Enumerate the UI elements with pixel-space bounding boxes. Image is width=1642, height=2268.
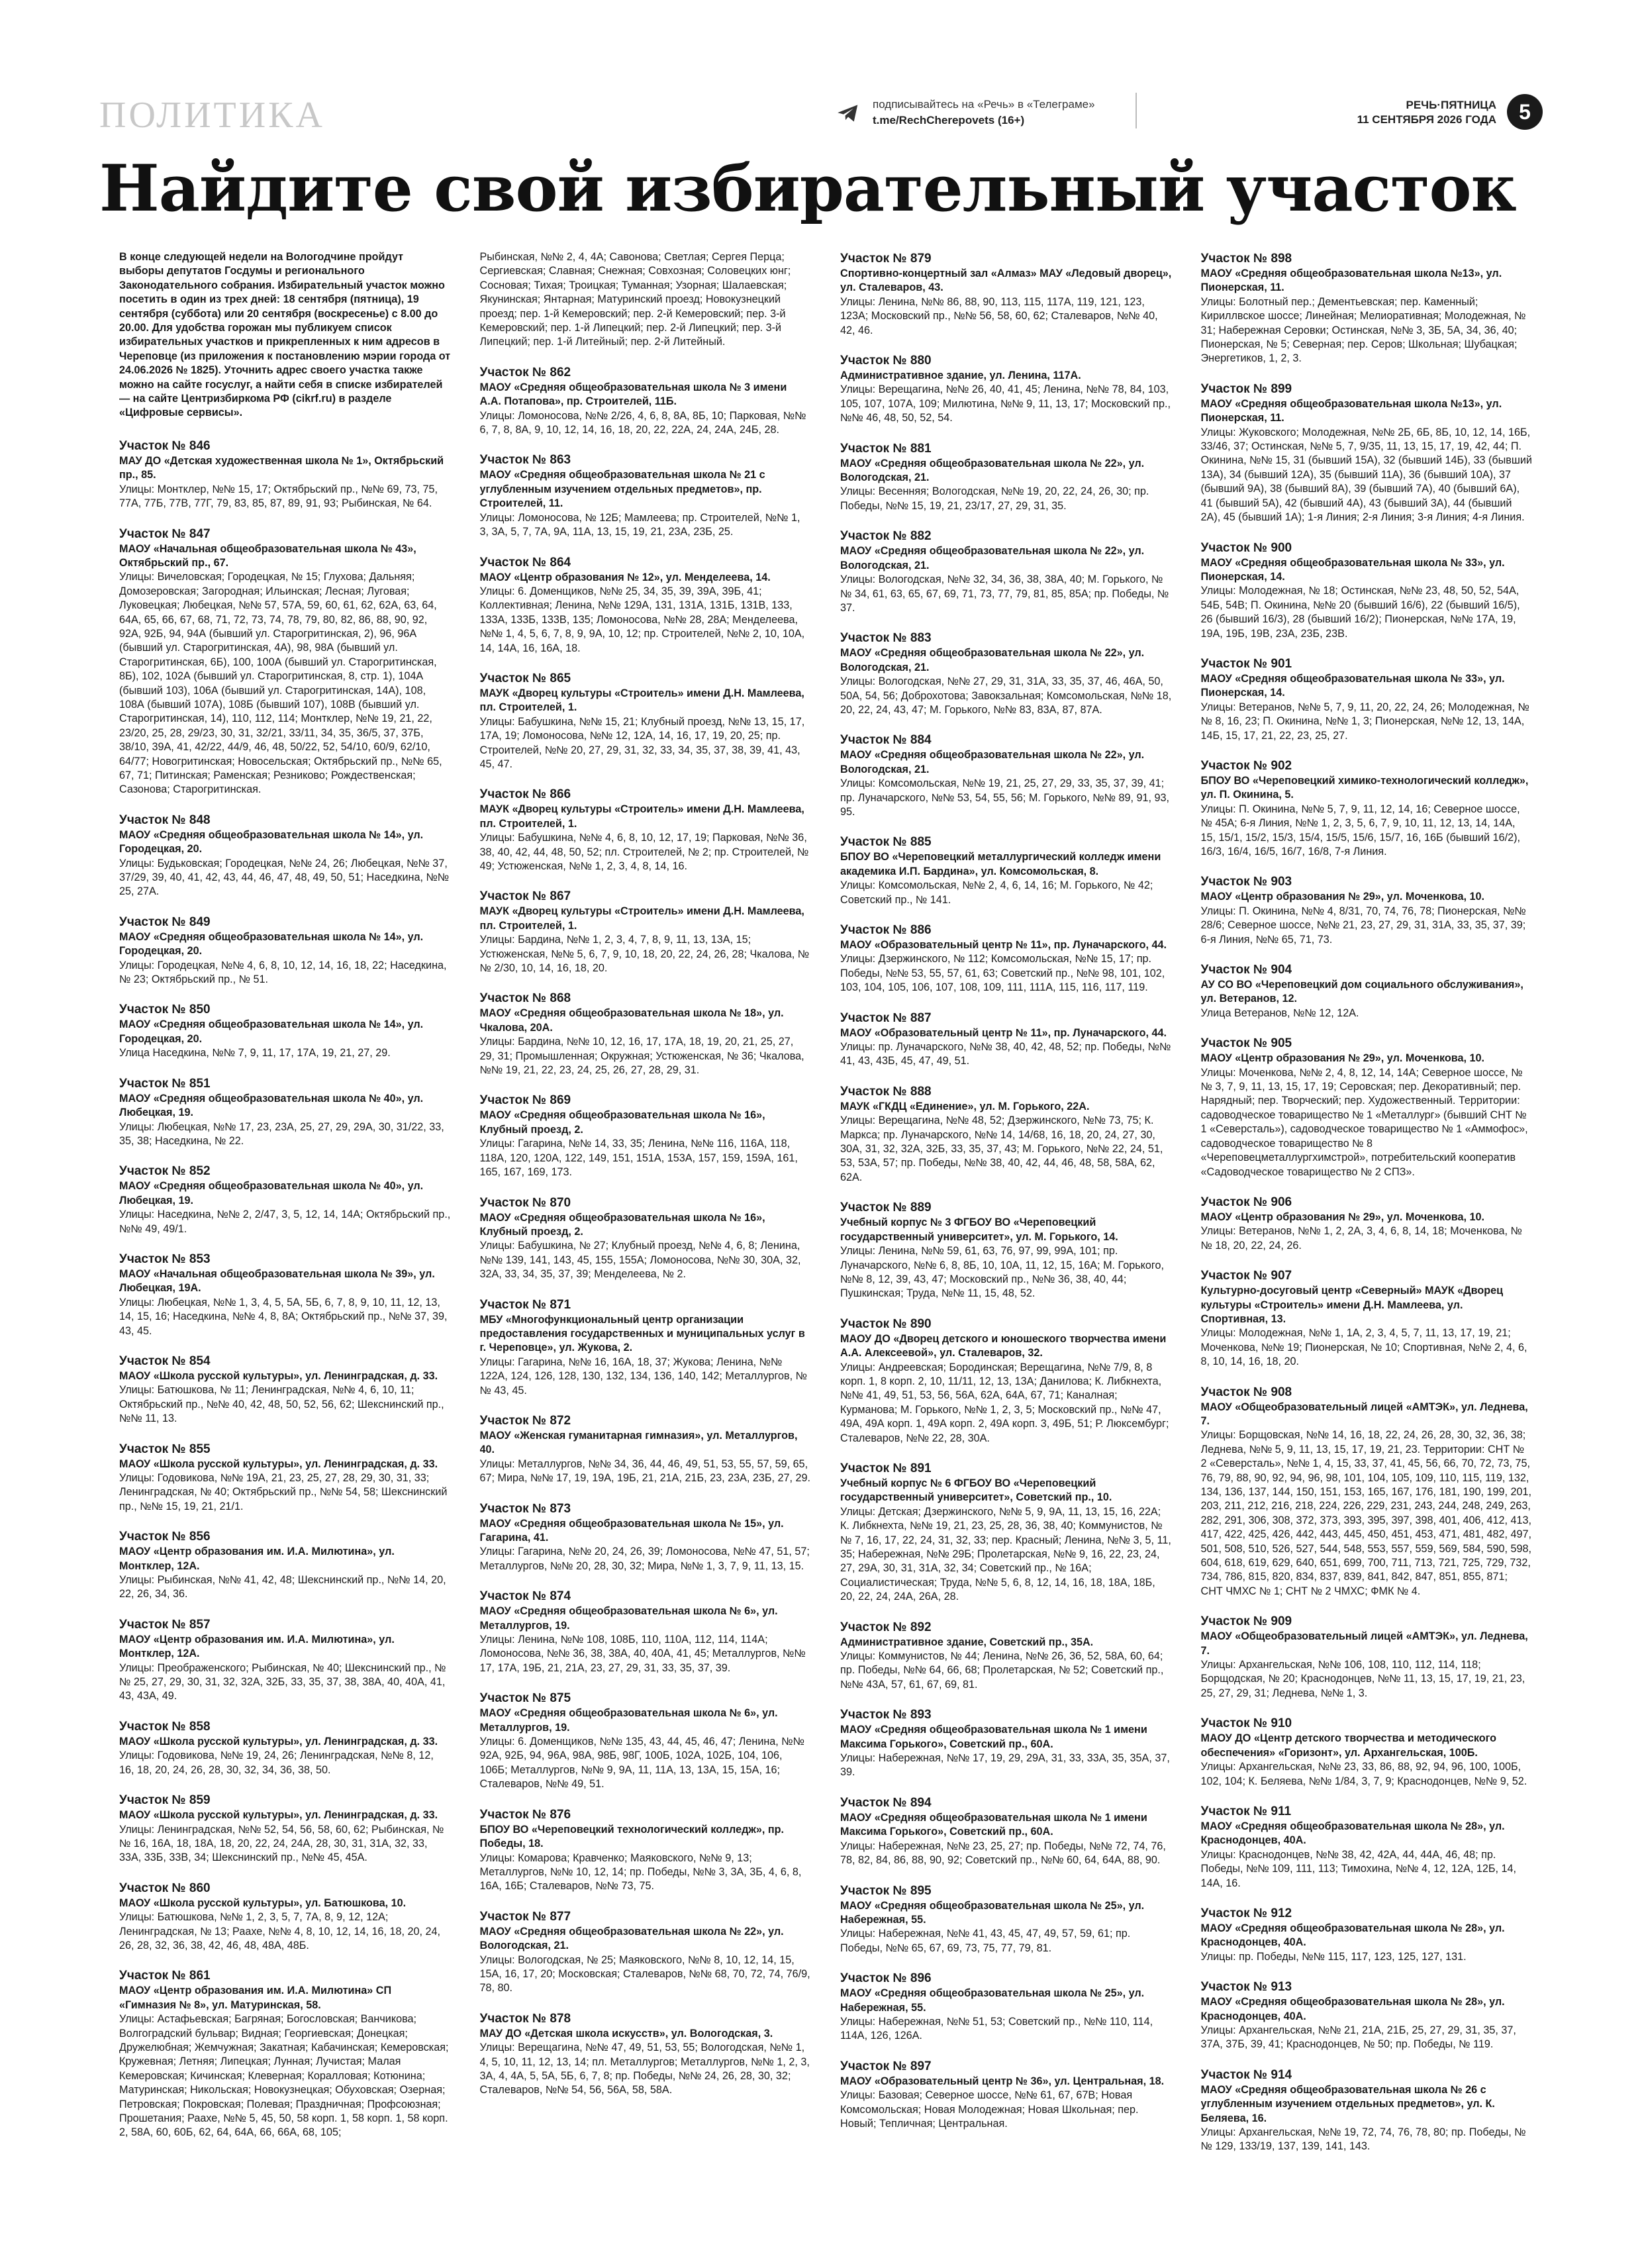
station-number: Участок № 905 [1200, 1036, 1292, 1051]
column-3 [840, 250, 1172, 2250]
polling-station-entry [1201, 1035, 1533, 1179]
station-location: МАОУ «Средняя общеобразовательная школа № 22», ул. Вологодская, 21. [840, 749, 1145, 775]
station-location: МАОУ «Средняя общеобразовательная школа № 1 имени Максима Горького», Советский пр., 60А. [840, 1811, 1147, 1838]
polling-station-entry [840, 440, 1172, 514]
station-number: Участок № 850 [119, 1003, 211, 1017]
polling-station-entry [480, 1908, 812, 1996]
station-number: Участок № 869 [479, 1093, 571, 1108]
polling-station-entry [480, 554, 812, 656]
polling-station-entry [1201, 1715, 1533, 1789]
station-location: Административное здание, Советский пр., 35А. [840, 1636, 1094, 1648]
station-addresses: Улицы: Верещагина, №№ 26, 40, 41, 45; Ленина, №№ 78, 84, 103, 105, 107, 107А, 109; Милютина, №№ 9, 11, 13, 17; Московский пр., №№ 46, 48, 50, 52, 54. [840, 383, 1171, 424]
station-location: Учебный корпус № 3 ФГБОУ ВО «Череповецкий государственный университет», ул. М. Горького, 14. [840, 1216, 1118, 1243]
station-addresses: Улицы: Любецкая, №№ 1, 3, 4, 5, 5А, 5Б, 6, 7, 8, 9, 10, 11, 12, 13, 14, 15, 16; Наседкина, №№ 4, 8, 8А; Октябрьский пр., №№ 37, 39, 43, 45. [119, 1296, 448, 1337]
station-location: МАОУ «Средняя общеобразовательная школа № 22», ул. Вологодская, 21. [479, 1925, 784, 1952]
polling-station-entry [119, 812, 451, 899]
station-location: БПОУ ВО «Череповецкий химико-технологический колледж», ул. П. Окинина, 5. [1200, 774, 1529, 801]
station-location: МАОУ «Средняя общеобразовательная школа № 6», ул. Металлургов, 19. [479, 1605, 778, 1632]
station-location: МАОУ «Средняя общеобразовательная школа №13», ул. Пионерская, 11. [1200, 397, 1502, 424]
station-number: Участок № 859 [119, 1793, 211, 1808]
polling-station-entry [480, 1195, 812, 1282]
page-header [99, 93, 1543, 142]
station-addresses: Улицы: Архангельская, №№ 21, 21А, 21Б, 25, 27, 29, 31, 35, 37, 37А, 37Б, 39, 41; Краснодонцев, № 50; пр. Победы, № 119. [1200, 2024, 1516, 2051]
polling-station-entry [1201, 540, 1533, 641]
station-number: Участок № 877 [479, 1909, 571, 1924]
station-location: МАОУ «Общеобразовательный лицей «АМТЭК», ул. Леднева, 7. [1200, 1401, 1528, 1427]
station-location: МАОУ «Центр образования им. И.А. Милютина» СП «Гимназия № 8», ул. Матуринская, 58. [119, 1985, 392, 2011]
station-location: МАУК «ГКДЦ «Единение», ул. М. Горького, 22А. [840, 1100, 1090, 1112]
issue-date: 11 СЕНТЯБРЯ 2026 ГОДА [1357, 113, 1496, 126]
station-location: МАОУ «Школа русской культуры», ул. Ленинградская, д. 33. [119, 1735, 438, 1748]
station-location: МАОУ «Средняя общеобразовательная школа № 16», Клубный проезд, 2. [479, 1109, 765, 1136]
station-location: МАОУ «Школа русской культуры», ул. Ленинградская, д. 33. [119, 1369, 438, 1382]
polling-station-entry [480, 786, 812, 873]
station-location: МАОУ «Средняя общеобразовательная школа №13», ул. Пионерская, 11. [1200, 268, 1502, 294]
station-location: МАОУ «Средняя общеобразовательная школа № 28», ул. Краснодонцев, 40А. [1200, 1996, 1505, 2022]
station-number: Участок № 902 [1200, 758, 1292, 773]
polling-station-entry [1201, 873, 1533, 947]
polling-station-entry [119, 1353, 451, 1426]
polling-station-entry [840, 1199, 1172, 1301]
station-location: МАОУ «Центр образования им. И.А. Милютина», ул. Монтклер, 12А. [119, 1546, 395, 1572]
station-location: МАОУ «Средняя общеобразовательная школа № 6», ул. Металлургов, 19. [479, 1707, 778, 1734]
station-location: МАОУ «Центр образования № 29», ул. Моченкова, 10. [1200, 891, 1485, 903]
station-number: Участок № 894 [840, 1795, 932, 1810]
station-addresses: Улицы: Дзержинского, № 112; Комсомольская, №№ 15, 17; пр. Победы, №№ 53, 55, 57, 61, 63; Советский пр., №№ 98, 101, 102, 103, 104, 105, 106, 107, 108, 109, 111, 111А, 115, 116, 117, 119. [840, 953, 1165, 994]
polling-station-entry [840, 250, 1172, 338]
station-addresses: Улицы: Комарова; Кравченко; Маяковского, №№ 9, 13; Металлургов, №№ 10, 12, 14; пр. Победы, №№ 3, 3А, 3Б, 4, 6, 8, 16А, 16Б; Сталеваров, №№ 73, 75. [479, 1851, 802, 1893]
station-addresses: Улицы: Верещагина, №№ 48, 52; Дзержинского, №№ 73, 75; К. Маркса; пр. Луначарского, №№ 14, 14/68, 16, 18, 20, 24, 27, 30, 30А, 31, 32, 32А, 32Б, 33, 35, 37, 43; М. Горького, №№ 22, 24, 51, 53, 53А, 57; пр. Победы, №№ 38, 40, 42, 44, 46, 48, 58, 58А, 62, 62А. [840, 1114, 1163, 1183]
station-location: Спортивно-концертный зал «Алмаз» МАУ «Ледовый дворец», ул. Сталеваров, 43. [840, 268, 1172, 294]
polling-station-entry [480, 1588, 812, 1675]
station-addresses: Улицы: Детская; Дзержинского, №№ 5, 9, 9А, 11, 13, 15, 16, 22А; К. Либкнехта, №№ 19, 21, 23, 25, 28, 36, 38, 40; Коммунистов, №№ 7, 16, 17, 22, 24, 31, 32, 33; пер. Красный; Ленина, №№ 3, 5, 11, 35; Набережная, №№ 29Б; Пролетарская, №№ 9, 16, 22, 23, 24, 27, 29А, 30, 31, 31А, 32, 34; Советский пр., № 16А; Социалистическая; Труда, №№ 5, 6, 8, 12, 14, 16, 18, 18А, 18Б, 20, 22, 24, 24А, 26А, 28. [840, 1505, 1171, 1603]
station-addresses: Улицы: Монтклер, №№ 15, 17; Октябрьский пр., №№ 69, 73, 75, 77А, 77Б, 77В, 77Г, 79, 83, 85, 87, 89, 91, 93; Рыбинская, № 64. [119, 483, 438, 510]
station-number: Участок № 879 [840, 252, 932, 266]
telegram-link[interactable]: t.me/RechCherepovets (16+) [873, 114, 1025, 126]
station-number: Участок № 899 [1200, 381, 1292, 396]
station-location: МАОУ «Средняя общеобразовательная школа № 16», Клубный проезд, 2. [479, 1211, 765, 1238]
polling-station-entry [119, 438, 451, 511]
station-location: МАОУ «Начальная общеобразовательная школа № 39», ул. Любецкая, 19А. [119, 1267, 435, 1295]
station-addresses: Улицы: Будьковская; Городецкая, №№ 24, 26; Любецкая, №№ 37, 37/29, 39, 40, 41, 42, 43, 44, 46, 47, 48, 49, 50, 51; Наседкина, №№ 25, 27А. [119, 857, 450, 898]
station-location: МАОУ «Средняя общеобразовательная школа № 22», ул. Вологодская, 21. [840, 457, 1145, 484]
station-number: Участок № 846 [119, 438, 211, 453]
polling-station-entry [480, 1690, 812, 1791]
polling-station-entry [840, 1883, 1172, 1956]
station-number: Участок № 900 [1200, 540, 1292, 555]
station-addresses: Улицы: Краснодонцев, №№ 38, 42, 42А, 44, 44А, 46, 48; пр. Победы, №№ 109, 111, 113; Тимохина, №№ 4, 12, 12А, 12Б, 14, 14А, 16. [1200, 1848, 1516, 1889]
station-number: Участок № 880 [840, 354, 932, 368]
station-number: Участок № 856 [119, 1530, 211, 1544]
station-location: МАОУ «Средняя общеобразовательная школа № 40», ул. Любецкая, 19. [119, 1180, 424, 1207]
station-location: МАУК «Дворец культуры «Строитель» имени Д.Н. Мамлеева, пл. Строителей, 1. [479, 803, 804, 830]
station-number: Участок № 914 [1200, 2067, 1292, 2082]
station-number: Участок № 848 [119, 813, 211, 827]
station-number: Участок № 847 [119, 526, 211, 541]
station-number: Участок № 906 [1200, 1195, 1292, 1209]
station-number: Участок № 868 [479, 991, 571, 1006]
station-number: Участок № 878 [479, 2011, 571, 2026]
telegram-caption: подписывайтесь на «Речь» в «Телеграме» [873, 98, 1095, 111]
station-location: МАОУ «Средняя общеобразовательная школа № 14», ул. Городецкая, 20. [119, 1018, 424, 1045]
station-addresses: Улицы: Преображенского; Рыбинская, № 40; Шекснинский пр., №№ 25, 27, 29, 30, 31, 32, 32А, 32Б, 33, 35, 37, 38, 38А, 40, 40А, 41, 43, 43А, 49. [119, 1661, 446, 1702]
station-number: Участок № 882 [840, 529, 932, 544]
polling-station-entry [480, 1412, 812, 1486]
station-location: Культурно-досуговый центр «Северный» МАУК «Дворец культуры «Строитель» имени Д.Н. Мамлеева, ул. Спортивная, 13. [1200, 1285, 1504, 1325]
station-addresses: Улицы: Жуковского; Молодежная, №№ 2Б, 6Б, 8Б, 10, 12, 14, 16Б, 33/46, 37; Остинская, №№ 5, 7, 9/35, 11, 13, 15, 17, 19, 42, 44; П. Окинина, №№ 15, 31 (бывший 15А), 32 (бывший 14Б), 33 (бывший 13А), 34 (бывший 12А), 35 (бывший 11А), 36 (бывший 10А), 37 (бывший 9А), 38 (бывший 8А), 39 (бывший 7А), 40 (бывший 6А), 41 (бывший 5А), 42 (бывший 4А), 43 (бывший 3А), 44 (бывший 2А), 45 (бывший 1А); 1-я Линия; 2-я Линия; 3-я Линия; 4-я Линия. [1200, 426, 1532, 524]
station-number: Участок № 875 [479, 1691, 571, 1706]
polling-station-entry [1201, 758, 1533, 859]
station-location: МАОУ ДО «Дворец детского и юношеского творчества имени А.А. Алексеевой», ул. Сталеваров, 32. [840, 1332, 1167, 1359]
station-location: МАОУ «Общеобразовательный лицей «АМТЭК», ул. Леднева, 7. [1200, 1630, 1528, 1657]
station-number: Участок № 913 [1200, 1980, 1292, 1995]
station-addresses: Улицы: Ветеранов, №№ 5, 7, 9, 11, 20, 22, 24, 26; Молодежная, №№ 8, 16, 23; П. Окинина, №№ 1, 3; Пионерская, №№ 12, 13, 14А, 14Б, 15, 17, 21, 22, 23, 25, 27. [1200, 701, 1529, 742]
station-addresses: Улицы: Набережная, №№ 51, 53; Советский пр., №№ 110, 114, 114А, 126, 126А. [840, 2015, 1153, 2042]
polling-station-entry [480, 2010, 812, 2098]
station-addresses: Улицы: Годовикова, №№ 19, 24, 26; Ленинградская, №№ 8, 12, 16, 18, 20, 24, 26, 28, 30, 32, 34, 36, 38, 50. [119, 1750, 434, 1776]
polling-station-entry [480, 364, 812, 438]
station-location: МАОУ «Школа русской культуры», ул. Ленинградская, д. 33. [119, 1457, 438, 1470]
station-location: МАОУ «Средняя общеобразовательная школа № 25», ул. Набережная, 55. [840, 1987, 1145, 2014]
station-location: МАОУ «Школа русской культуры», ул. Ленинградская, д. 33. [119, 1809, 438, 1822]
station-location: МАОУ «Средняя общеобразовательная школа № 3 имени А.А. Потапова», пр. Строителей, 11Б. [479, 381, 787, 408]
station-addresses: Улицы: Набережная, №№ 41, 43, 45, 47, 49, 57, 59, 61; пр. Победы, №№ 65, 67, 69, 73, 75, 77, 79, 81. [840, 1928, 1131, 1954]
station-addresses: Улицы: Архангельская, №№ 23, 33, 86, 88, 92, 94, 96, 100, 100Б, 102, 104; К. Беляева, №№ 1/84, 3, 7, 9; Краснодонцев, №№ 9, 52. [1200, 1761, 1527, 1787]
polling-station-entry [119, 1528, 451, 1602]
station-location: МАУ ДО «Детская школа искусств», ул. Вологодская, 3. [479, 2027, 773, 2040]
station-addresses: Улицы: Ломоносова, № 12Б; Мамлеева; пр. Строителей, №№ 1, 3, 3А, 5, 7, 7А, 9А, 11А, 13, 15, 19, 21, 23А, 23Б, 25. [479, 511, 800, 538]
section-label: ПОЛИТИКА [99, 95, 325, 136]
station-location: МАОУ «Центр образования № 29», ул. Моченкова, 10. [1200, 1210, 1485, 1223]
station-addresses: Улицы: Верещагина, №№ 47, 49, 51, 53, 55; Вологодская, №№ 1, 4, 5, 10, 11, 12, 13, 14; пл. Металлургов; Металлургов, №№ 1, 2, 3, 3А, 4, 4А, 5, 5А, 5Б, 6, 7, 8; пр. Победы, №№ 24, 26, 28, 30, 32; Сталеваров, №№ 54, 56, 56А, 58, 58А. [479, 2042, 810, 2096]
station-number: Участок № 867 [479, 889, 571, 904]
station-number: Участок № 860 [119, 1881, 211, 1895]
station-addresses: Улицы: П. Окинина, №№ 5, 7, 9, 11, 12, 14, 16; Северное шоссе, № 45А; 6-я Линия, №№ 1, 2, 3, 5, 6, 7, 9, 10, 11, 12, 13, 14, 14А, 15, 15/1, 15/2, 15/3, 15/4, 15/5, 15/6, 15/7, 16, 16Б (бывший 16/2), 16/3, 16/4, 16/5, 16/7, 16/8, 7-я Линия. [1200, 803, 1520, 858]
polling-station-entry [840, 834, 1172, 907]
station-location: МАОУ «Школа русской культуры», ул. Батюшкова, 10. [119, 1897, 407, 1909]
station-addresses: Улицы: Бардина, №№ 1, 2, 3, 4, 7, 8, 9, 11, 13, 13А, 15; Устюженская, №№ 5, 6, 7, 9, 10, 18, 20, 22, 24, 26, 28; Чкалова, №№ 2/30, 10, 14, 16, 18, 20. [479, 934, 810, 975]
polling-station-entry [840, 1970, 1172, 2044]
station-addresses: Улицы: Андреевская; Бородинская; Верещагина, №№ 7/9, 8, 8 корп. 1, 8 корп. 2, 10, 11/11, 12, 13, 13А; Данилова; К. Либкнехта, №№ 41, 49, 51, 53, 56, 56А, 62А, 64А, 67, 71; Каналная; Курманова; М. Горького, №№ 1, 2, 3, 5; Московский пр., №№ 47, 49А, 49А корп. 1, 49А корп. 2, 49А корп. 3, 49Б, 51; Р. Люксембург; Сталеваров, №№ 22, 28, 30А. [840, 1361, 1169, 1444]
station-number: Участок № 896 [840, 1971, 932, 1986]
station-number: Участок № 888 [840, 1084, 932, 1099]
polling-station-entry [840, 2058, 1172, 2132]
polling-station-entry [119, 1075, 451, 1149]
station-location: МАОУ «Начальная общеобразовательная школа № 43», Октябрьский пр., 67. [119, 542, 416, 569]
polling-station-entry [119, 1792, 451, 1865]
station-number: Участок № 909 [1200, 1614, 1292, 1629]
issue-info [1357, 98, 1496, 127]
station-location: МАОУ «Средняя общеобразовательная школа № 14», ул. Городецкая, 20. [119, 828, 424, 856]
intro-paragraph: В конце следующей недели на Вологодчине пройдут выборы депутатов Госдумы и регионального Законодательного собрания. Избирательный участок можно посетить в один из трех дней: 18 сентября (пятница), 19 сентября (суббота) или 20 сентября (воскресенье) с 8.00 до 20.00. Для удобства горожан мы публикуем список избирательных участков и прикрепленных к ним адресов в Череповце (из приложения к постановлению мэрии города от 24.06.2026 № 1825). Уточнить адрес своего участка также можно на сайте госуслуг, а найти себя в списке избирателей — на сайте Центризбиркома РФ (cikrf.ru) в разделе «Цифровые сервисы». [119, 251, 451, 419]
station-location: МАОУ ДО «Центр детского творчества и методического обеспечения» «Горизонт», ул. Архангельская, 100Б. [1200, 1732, 1497, 1759]
station-addresses: Улицы: Молодежная, №№ 1, 1А, 2, 3, 4, 5, 7, 11, 13, 17, 19, 21; Моченкова, №№ 19; Пионерская, № 10; Спортивная, №№ 2, 4, 6, 8, 10, 14, 16, 18, 20. [1200, 1327, 1527, 1368]
station-addresses: Улицы: Комсомольская, №№ 19, 21, 25, 27, 29, 33, 35, 37, 39, 41; пр. Луначарского, №№ 53, 54, 55, 56; М. Горького, №№ 89, 91, 93, 95. [840, 777, 1169, 818]
station-addresses: Улицы: Коммунистов, № 44; Ленина, №№ 26, 36, 52, 58А, 60, 64; пр. Победы, №№ 64, 66, 68; Пролетарская, № 52; Советский пр., №№ 43А, 57, 61, 67, 69, 81. [840, 1650, 1164, 1691]
station-number: Участок № 885 [840, 835, 932, 850]
station-addresses: Улицы: Годовикова, №№ 19А, 21, 23, 25, 27, 28, 29, 30, 31, 33; Ленинградская, № 40; Октябрьский пр., №№ 54, 58; Шекснинский пр., №№ 15, 19, 21, 21/1. [119, 1472, 448, 1512]
column-4 [1201, 250, 1533, 2250]
station-location: МАОУ «Средняя общеобразовательная школа № 21 с углубленным изучением отдельных предметов», пр. Строителей, 11. [479, 469, 765, 510]
polling-station-entry [480, 1806, 812, 1894]
station-number: Участок № 889 [840, 1201, 932, 1215]
polling-station-entry [1201, 1979, 1533, 2052]
station-location: БПОУ ВО «Череповецкий технологический колледж», пр. Победы, 18. [479, 1823, 784, 1850]
polling-station-entry [119, 914, 451, 987]
station-addresses: Улицы: Ленина, №№ 86, 88, 90, 113, 115, 117А, 119, 121, 123, 123А; Московский пр., №№ 56, 58, 60, 62; Сталеваров, №№ 40, 42, 46. [840, 295, 1158, 336]
station-addresses: Улицы: Ленина, №№ 108, 108Б, 110, 110А, 112, 114, 114А; Ломоносова, №№ 36, 38, 38А, 40, 40А, 41, 45; Металлургов, №№ 17, 17А, 19Б, 21, 21А, 23, 27, 29, 31, 33, 35, 37, 39. [479, 1634, 806, 1674]
station-number: Участок № 898 [1200, 252, 1292, 266]
polling-station-entry [840, 732, 1172, 819]
polling-station-entry [1201, 656, 1533, 743]
polling-station-entry [1201, 1267, 1533, 1369]
polling-station-entry [480, 250, 812, 350]
station-location: МАОУ «Средняя общеобразовательная школа № 22», ул. Вологодская, 21. [840, 545, 1145, 571]
station-addresses: Улицы: Вичеловская; Городецкая, № 15; Глухова; Дальняя; Домозеровская; Загородная; Ильинская; Лесная; Луговая; Луковецкая; Любецкая, №№ 57, 57А, 59, 60, 61, 62, 62А, 63, 64, 64А, 65, 66, 67, 68, 71, 72, 73, 74, 78, 79, 80, 82, 86, 88, 90, 92, 92А, 92Б, 94, 94А (бывший ул. Старогритинская, 2), 96, 96А (бывший ул. Старогритинская, 4А), 98, 98А (бывший ул. Старогритинская, 6Б), 100, 100А (бывший ул. Старогритинская, 8Б), 102, 102А (бывший ул. Старогритинская, 8, стр. 1), 104А (бывший 103), 106А (бывший ул. Старогритинская, 14А), 108, 108А (бывший 107А), 108Б (бывший 107), 108В (бывший ул. Старогритинская, 14), 110, 112, 114; Монтклер, №№ 19, 21, 22, 23/20, 25, 28, 29/23, 30, 31, 32/21, 33/11, 34, 35, 36/5, 37, 37Б, 38/10, 39А, 41, 42/22, 44/9, 46, 48, 50/22, 52, 54/10, 60/9, 62/10, 64/77; Новогритинская; Новосельская; Октябрьский пр., №№ 65, 67, 71; Питинская; Раменская; Резниково; Рождественская; Сазонова; Старогритинская. [119, 571, 442, 796]
polling-station-entry [840, 1460, 1172, 1604]
station-number: Участок № 873 [479, 1501, 571, 1516]
station-addresses: Улицы: Ветеранов, №№ 1, 2, 2А, 3, 4, 6, 8, 14, 18; Моченкова, №№ 18, 20, 22, 24, 26. [1200, 1225, 1522, 1252]
station-number: Участок № 886 [840, 923, 932, 937]
station-location: МБУ «Многофункциональный центр организации предоставления государственных и муниципальных услуг в г. Череповце», ул. Жукова, 2. [479, 1313, 805, 1354]
station-number: Участок № 887 [840, 1011, 932, 1025]
station-location: МАОУ «Средняя общеобразовательная школа № 33», ул. Пионерская, 14. [1200, 672, 1505, 699]
station-number: Участок № 904 [1200, 963, 1292, 977]
station-location: МАОУ «Средняя общеобразовательная школа № 18», ул. Чкалова, 20А. [479, 1007, 784, 1034]
station-number: Участок № 897 [840, 2059, 932, 2073]
station-number: Участок № 855 [119, 1442, 211, 1456]
station-number: Участок № 853 [119, 1252, 211, 1266]
station-number: Участок № 866 [479, 787, 571, 802]
station-addresses: Улицы: пр. Победы, №№ 115, 117, 123, 125, 127, 131. [1200, 1950, 1467, 1963]
station-addresses: Улицы: Весенняя; Вологодская, №№ 19, 20, 22, 24, 26, 30; пр. Победы, №№ 15, 19, 21, 23/17, 27, 29, 31, 35. [840, 485, 1149, 512]
polling-station-entry [840, 1619, 1172, 1693]
station-addresses: Улицы: пр. Луначарского, №№ 38, 40, 42, 48, 52; пр. Победы, №№ 41, 43, 43Б, 45, 47, 49, 51. [840, 1041, 1171, 1067]
station-addresses: Улицы: Батюшкова, № 11; Ленинградская, №№ 4, 6, 10, 11; Октябрьский пр., №№ 40, 42, 48, 50, 52, 56, 62; Шекснинский пр., №№ 11, 13. [119, 1384, 444, 1425]
station-addresses: Улицы: Архангельская, №№ 19, 72, 74, 76, 78, 80; пр. Победы, №№ 129, 133/19, 137, 139, 141, 143. [1200, 2126, 1526, 2153]
polling-station-entry [119, 1967, 451, 2140]
station-location: МАОУ «Средняя общеобразовательная школа № 26 с углубленным изучением отдельных предметов», ул. К. Беляева, 16. [1200, 2083, 1495, 2124]
station-number: Участок № 895 [840, 1883, 932, 1898]
polling-station-entry [119, 1441, 451, 1514]
station-number: Участок № 864 [479, 555, 571, 569]
station-location: МАОУ «Центр образования № 12», ул. Менделеева, 14. [479, 571, 771, 583]
station-number: Участок № 912 [1200, 1906, 1292, 1920]
polling-station-entry [119, 1163, 451, 1236]
station-number: Участок № 865 [479, 671, 571, 685]
station-number: Участок № 862 [479, 365, 571, 379]
station-addresses: Улицы: Бабушкина, № 27; Клубный проезд, №№ 4, 6, 8; Ленина, №№ 139, 141, 143, 45, 155, 155А; Ломоносова, №№ 30, 30А, 32, 32А, 33, 34, 35, 37, 39; Менделеева, № 2. [479, 1240, 801, 1281]
station-addresses: Улицы: Ленинградская, №№ 52, 54, 56, 58, 60, 62; Рыбинская, №№ 16, 16А, 18, 18А, 18, 20, 22, 24, 24А, 28, 30, 31, 31А, 32, 33, 33А, 33Б, 33В, 34; Шекснинский пр., №№ 45, 45А. [119, 1823, 444, 1864]
station-addresses: Рыбинская, №№ 2, 4, 4А; Савонова; Светлая; Сергея Перца; Сергиевская; Славная; Снежная; Совхозная; Соловецких юнг; Сосновая; Тихая; Троицкая; Туманная; Узорная; Шалаевская; Якунинская; Янтарная; Матуринский проезд; Новокузнецкий проезд; пер. 1-й Кемеровский; пер. 2-й Кемеровский; пер. 3-й Кемеровский; пер. 1-й Липецкий; пер. 2-й Липецкий; пер. 3-й Липецкий; пер. 1-й Литейный; пер. 2-й Литейный. [479, 251, 791, 348]
station-number: Участок № 910 [1200, 1716, 1292, 1731]
station-addresses: Улицы: Наседкина, №№ 2, 2/47, 3, 5, 12, 14, 14А; Октябрьский пр., №№ 49, 49/1. [119, 1208, 451, 1235]
station-number: Участок № 908 [1200, 1385, 1292, 1399]
station-number: Участок № 861 [119, 1969, 211, 1983]
station-location: МАОУ «Средняя общеобразовательная школа № 14», ул. Городецкая, 20. [119, 930, 424, 958]
polling-station-entry [119, 526, 451, 797]
station-addresses: Улицы: 6. Доменщиков, №№ 135, 43, 44, 45, 46, 47; Ленина, №№ 92А, 92Б, 94, 96А, 98А, 98Б, 98Г, 100Б, 102А, 102Б, 104, 106, 106Б; Металлургов, №№ 9, 9А, 11, 11А, 13, 13А, 15, 15А, 16; Сталеваров, №№ 49, 51. [479, 1736, 805, 1791]
station-number: Участок № 857 [119, 1617, 211, 1632]
station-number: Участок № 874 [479, 1589, 571, 1604]
station-number: Участок № 851 [119, 1076, 211, 1091]
station-number: Участок № 858 [119, 1719, 211, 1734]
station-number: Участок № 893 [840, 1708, 932, 1722]
polling-station-entry [480, 990, 812, 1077]
station-number: Участок № 890 [840, 1316, 932, 1331]
station-number: Участок № 870 [479, 1195, 571, 1210]
page-headline: Найдите свой избирательный участок [99, 151, 1516, 226]
polling-station-entry [1201, 1803, 1533, 1891]
station-addresses: Улицы: Рыбинская, №№ 41, 42, 48; Шекснинский пр., №№ 14, 20, 22, 26, 34, 36. [119, 1574, 446, 1601]
article-columns [119, 250, 1532, 2250]
station-addresses: Улицы: Набережная, №№ 17, 19, 29, 29А, 31, 33, 33А, 35, 35А, 37, 39. [840, 1752, 1170, 1779]
station-number: Участок № 876 [479, 1807, 571, 1822]
station-number: Участок № 901 [1200, 656, 1292, 671]
polling-station-entry [840, 528, 1172, 615]
station-number: Участок № 907 [1200, 1269, 1292, 1283]
station-location: МАОУ «Женская гуманитарная гимназия», ул. Металлургов, 40. [479, 1429, 798, 1456]
station-number: Участок № 849 [119, 914, 211, 929]
polling-station-entry [1201, 961, 1533, 1020]
station-addresses: Улицы: Гагарина, №№ 16, 16А, 18, 37; Жукова; Ленина, №№ 122А, 124, 126, 128, 130, 132, 134, 136, 140, 142; Металлургов, №№ 43, 45. [479, 1356, 808, 1397]
station-location: БПОУ ВО «Череповецкий металлургический колледж имени академика И.П. Бардина», ул. Комсомольская, 8. [840, 851, 1161, 877]
station-location: МАОУ «Центр образования № 29», ул. Моченкова, 10. [1200, 1052, 1485, 1065]
station-location: МАОУ «Средняя общеобразовательная школа № 28», ул. Краснодонцев, 40А. [1200, 1922, 1505, 1949]
station-addresses: Улицы: Бардина, №№ 10, 12, 16, 17, 17А, 18, 19, 20, 21, 25, 27, 29, 31; Промышленная; Окружная; Устюженская, № 36; Чкалова, №№ 19, 21, 22, 23, 24, 25, 26, 27, 28, 29, 31. [479, 1036, 804, 1077]
polling-station-entry [840, 352, 1172, 426]
station-addresses: Улицы: Батюшкова, №№ 1, 2, 3, 5, 7, 7А, 8, 9, 12, 12А; Ленинградская, № 13; Раахе, №№ 4, 8, 10, 12, 14, 16, 18, 20, 24, 26, 28, 32, 36, 38, 42, 46, 48, 48А, 48Б. [119, 1911, 440, 1951]
station-addresses: Улицы: Астафьевская; Багряная; Богословская; Ванчикова; Волгоградский бульвар; Видная; Георгиевская; Донецкая; Дружелюбная; Жемчужная; Закатная; Кабачинская; Кемеровская; Кружевная; Летняя; Липецкая; Лунная; Лучистая; Малая Кемеровская; Кичинская; Клеверная; Коралловая; Котюнина; Матуринская; Никольская; Новокузнецкая; Обуховская; Озерная; Петровская; Покровская; Полевая; Праздничная; Профсоюзная; Прошетания; Раахе, №№ 5, 45, 50, 58 корп. 1, 58 корп. 1, 58 корп. 2, 58А, 60, 60Б, 62, 64, 64А, 66, 66А, 68, 105; [119, 2013, 449, 2139]
polling-station-entry [480, 1297, 812, 1398]
station-number: Участок № 854 [119, 1354, 211, 1368]
polling-station-entry [480, 670, 812, 771]
station-location: МАОУ «Средняя общеобразовательная школа № 1 имени Максима Горького», Советский пр., 60А. [840, 1724, 1147, 1750]
polling-station-entry [119, 1251, 451, 1338]
station-addresses: Улицы: Моченкова, №№ 2, 4, 8, 12, 14, 14А; Северное шоссе, №№ 3, 7, 9, 11, 13, 15, 17, 19; Серовская; пер. Декоративный; пер. Нарядный; пер. Творческий; пер. Художественный. Территории: садоводческое товарищество № 1 «Металлург» (бывший СНТ № 1 «Северсталь»), садоводческое товарищество № 1 «Аммофос», садоводческое товарищество № 8 «Череповецметаллургхимстрой», потребительский кооператив «Садоводческое товарищество № 2 СПЗ». [1200, 1066, 1528, 1178]
polling-station-entry [1201, 1905, 1533, 1964]
station-addresses: Улица Наседкина, №№ 7, 9, 11, 17, 17А, 19, 21, 27, 29. [119, 1047, 391, 1060]
station-location: МАОУ «Образовательный центр № 11», пр. Луначарского, 44. [840, 1026, 1167, 1039]
station-location: МАОУ «Образовательный центр № 11», пр. Луначарского, 44. [840, 939, 1167, 951]
station-addresses: Улицы: Болотный пер.; Дементьевская; пер. Каменный; Кириллвское шоссе; Линейная; Мелиоративная; Молодежная, № 31; Набережная Серовки; Остинская, №№ 3, 3Б, 5А, 34, 36, 40; Пионерская, № 5; Северная; пер. Серов; Школьная; Шубацкая; Энергетиков, 1, 2, 3. [1200, 295, 1526, 365]
station-addresses: Улицы: Молодежная, № 18; Остинская, №№ 23, 48, 50, 52, 54А, 54Б, 54В; П. Окинина, №№ 20 (бывший 16/6), 22 (бывший 16/5), 26 (бывший 16/3), 28 (бывший 16/2); Пионерская, №№ 17А, 19, 19А, 19Б, 19В, 23А, 23Б, 23В. [1200, 585, 1520, 640]
column-1 [119, 250, 451, 2250]
polling-station-entry [1201, 381, 1533, 525]
polling-station-entry [1201, 1194, 1533, 1253]
column-2 [480, 250, 812, 2250]
station-location: МАОУ «Средняя общеобразовательная школа № 25», ул. Набережная, 55. [840, 1899, 1145, 1926]
station-addresses: Улицы: Бабушкина, №№ 15, 21; Клубный проезд, №№ 13, 15, 17, 17А, 19; Ломоносова, №№ 12, 12А, 14, 16, 17, 19, 20, 25; пр. Строителей, №№ 20, 27, 29, 31, 32, 33, 34, 35, 37, 38, 39, 41, 43, 45, 47. [479, 715, 805, 770]
station-addresses: Улицы: Вологодская, №№ 32, 34, 36, 38, 38А, 40; М. Горького, №№ 34, 61, 63, 65, 67, 69, 71, 73, 77, 79, 81, 85, 85А; пр. Победы, № 37. [840, 573, 1169, 614]
station-addresses: Улицы: Комсомольская, №№ 2, 4, 6, 14, 16; М. Горького, № 42; Советский пр., № 141. [840, 879, 1153, 906]
polling-station-entry [840, 1795, 1172, 1868]
telegram-promo[interactable] [836, 97, 1095, 128]
station-addresses: Улицы: Вологодская, №№ 27, 29, 31, 31А, 33, 35, 37, 46, 46А, 50, 50А, 54, 56; Доброхотова; Завокзальная; Комсомольская, №№ 18, 20, 22, 24, 43, 47; М. Горького, №№ 83, 83А, 87, 87А. [840, 675, 1172, 716]
station-number: Участок № 883 [840, 631, 932, 646]
header-divider [1135, 93, 1137, 128]
station-location: МАОУ «Образовательный центр № 36», ул. Центральная, 18. [840, 2075, 1165, 2087]
station-addresses: Улицы: Архангельская, №№ 106, 108, 110, 112, 114, 118; Борщодская, № 20; Краснодонцев, №№ 11, 13, 15, 17, 19, 21, 23, 25, 27, 29, 31; Леднева, №№ 1, 3. [1200, 1659, 1525, 1699]
polling-station-entry [840, 1083, 1172, 1185]
newspaper-name: РЕЧЬ·ПЯТНИЦА [1406, 99, 1496, 111]
polling-station-entry [119, 1880, 451, 1953]
station-addresses: Улицы: Борщовская, №№ 14, 16, 18, 22, 24, 26, 28, 30, 32, 36, 38; Леднева, №№ 5, 9, 11, 13, 15, 17, 19, 21, 23. Территории: СНТ № 2 «Северсталь», №№ 1, 4, 15, 33, 37, 41, 45, 56, 66, 70, 72, 73, 75, 76, 79, 88, 90, 92, 94, 96, 98, 101, 104, 105, 109, 110, 115, 119, 132, 134, 136, 137, 144, 150, 151, 153, 165, 167, 176, 181, 190, 199, 201, 203, 211, 212, 216, 218, 224, 226, 229, 231, 243, 244, 248, 249, 263, 282, 291, 306, 308, 372, 373, 393, 395, 397, 398, 401, 406, 412, 413, 417, 422, 425, 426, 442, 443, 445, 450, 451, 453, 471, 481, 482, 497, 501, 508, 510, 526, 527, 544, 548, 553, 557, 559, 569, 584, 590, 598, 604, 618, 619, 629, 640, 651, 699, 700, 711, 713, 721, 725, 729, 732, 734, 786, 815, 820, 834, 837, 839, 841, 842, 847, 851, 855, 871; СНТ ЧМХС № 1; СНТ № 2 ЧМХС; ФМК № 4. [1200, 1429, 1532, 1597]
page-number: 5 [1507, 94, 1543, 130]
station-location: МАОУ «Средняя общеобразовательная школа № 33», ул. Пионерская, 14. [1200, 556, 1505, 583]
polling-station-entry [480, 888, 812, 975]
station-location: АУ СО ВО «Череповецкий дом социального обслуживания», ул. Ветеранов, 12. [1200, 979, 1523, 1005]
polling-station-entry [1201, 1613, 1533, 1701]
station-addresses: Улицы: Гагарина, №№ 20, 24, 26, 39; Ломоносова, №№ 47, 51, 57; Металлургов, №№ 20, 28, 30, 32; Мира, №№ 1, 3, 7, 9, 11, 13, 15. [479, 1546, 810, 1572]
polling-station-entry [480, 452, 812, 539]
station-addresses: Улицы: Вологодская, № 25; Маяковского, №№ 8, 10, 12, 14, 15, 15А, 16, 17, 20; Московская; Сталеваров, №№ 68, 70, 72, 74, 76/9, 78, 80. [479, 1953, 810, 1995]
polling-station-entry [480, 1501, 812, 1574]
station-location: МАУ ДО «Детская художественная школа № 1», Октябрьский пр., 85. [119, 454, 444, 481]
station-addresses: Улицы: Городецкая, №№ 4, 6, 8, 10, 12, 14, 16, 18, 22; Наседкина, № 23; Октябрьский пр., № 51. [119, 959, 447, 986]
station-location: МАОУ «Средняя общеобразовательная школа № 40», ул. Любецкая, 19. [119, 1092, 424, 1119]
station-addresses: Улицы: Бабушкина, №№ 4, 6, 8, 10, 12, 17, 19; Парковая, №№ 36, 38, 40, 42, 44, 48, 50, 52; пл. Строителей, № 2; пр. Строителей, № 49; Устюженская, №№ 1, 2, 3, 4, 8, 14, 16. [479, 832, 809, 872]
station-number: Участок № 872 [479, 1413, 571, 1428]
station-addresses: Улицы: Базовая; Северное шоссе, №№ 61, 67, 67В; Новая Комсомольская; Новая Молодежная; Новая Школьная; пер. Новый; Тепличная; Центральная. [840, 2089, 1139, 2130]
station-location: МАУК «Дворец культуры «Строитель» имени Д.Н. Мамлеева, пл. Строителей, 1. [479, 687, 804, 714]
polling-station-entry [119, 1001, 451, 1060]
polling-station-entry [480, 1092, 812, 1179]
station-number: Участок № 881 [840, 441, 932, 456]
polling-station-entry [840, 922, 1172, 995]
station-number: Участок № 911 [1200, 1804, 1292, 1818]
station-location: МАОУ «Средняя общеобразовательная школа № 22», ул. Вологодская, 21. [840, 647, 1145, 673]
polling-station-entry [1201, 250, 1533, 366]
station-addresses: Улицы: 6. Доменщиков, №№ 25, 34, 35, 39, 39А, 39Б, 41; Коллективная; Ленина, №№ 129А, 131, 131А, 131Б, 131В, 133, 133А, 133Б, 133В, 135; Ломоносова, №№ 28, 28А; Менделеева, №№ 1, 4, 5, 6, 7, 8, 9, 9А, 10, 12; пр. Строителей, №№ 2, 10, 10А, 14, 14А, 16, 16А, 18. [479, 585, 805, 654]
station-addresses: Улицы: Набережная, №№ 23, 25, 27; пр. Победы, №№ 72, 74, 76, 78, 82, 84, 86, 88, 90, 92; Советский пр., №№ 60, 64, 64А, 88, 90. [840, 1840, 1166, 1867]
polling-station-entry [840, 1316, 1172, 1446]
station-location: Учебный корпус № 6 ФГБОУ ВО «Череповецкий государственный университет», Советский пр., 10. [840, 1477, 1112, 1504]
telegram-icon [836, 101, 861, 126]
polling-station-entry [119, 1718, 451, 1777]
station-location: МАОУ «Средняя общеобразовательная школа № 15», ул. Гагарина, 41. [479, 1517, 784, 1544]
station-addresses: Улицы: П. Окинина, №№ 4, 8/31, 70, 74, 76, 78; Пионерская, №№ 28/6; Северное шоссе, №№ 21, 23, 27, 29, 31, 31А, 33, 35, 37, 39; 6-я Линия, №№ 65, 71, 73. [1200, 905, 1526, 946]
polling-station-entry [1201, 1384, 1533, 1599]
station-location: МАОУ «Центр образования им. И.А. Милютина», ул. Монтклер, 12А. [119, 1633, 395, 1660]
station-addresses: Улицы: Ленина, №№ 59, 61, 63, 76, 97, 99, 99А, 101; пр. Луначарского, №№ 6, 8, 8Б, 10, 10А, 11, 12, 15, 16А; М. Горького, №№ 8, 12, 39, 43, 47; Московский пр., №№ 36, 38, 40, 44; Пушкинская; Труда, №№ 11, 15, 48, 52. [840, 1245, 1164, 1300]
polling-station-entry [840, 1706, 1172, 1780]
polling-station-entry [840, 1010, 1172, 1069]
polling-station-entry [1201, 2067, 1533, 2154]
polling-station-entry [840, 630, 1172, 717]
station-addresses: Улицы: Металлургов, №№ 34, 36, 44, 46, 49, 51, 53, 55, 57, 59, 65, 67; Мира, №№ 17, 19, 19А, 19Б, 21, 21А, 21Б, 23, 23А, 23Б, 27, 29. [479, 1457, 811, 1485]
station-location: МАУК «Дворец культуры «Строитель» имени Д.Н. Мамлеева, пл. Строителей, 1. [479, 905, 804, 932]
station-number: Участок № 891 [840, 1461, 932, 1475]
station-addresses: Улицы: Любецкая, №№ 17, 23, 23А, 25, 27, 29, 29А, 30, 31/22, 33, 35, 38; Наседкина, № 22. [119, 1120, 444, 1147]
station-number: Участок № 871 [479, 1297, 571, 1312]
station-addresses: Улицы: Ломоносова, №№ 2/26, 4, 6, 8, 8А, 8Б, 10; Парковая, №№ 6, 7, 8, 8А, 9, 10, 12, 14, 16, 18, 20, 22, 22А, 24, 24А, 24Б, 28. [479, 409, 806, 436]
station-number: Участок № 852 [119, 1164, 211, 1179]
station-number: Участок № 884 [840, 733, 932, 748]
polling-station-entry [119, 1616, 451, 1704]
station-location: Административное здание, ул. Ленина, 117А. [840, 370, 1081, 382]
station-number: Участок № 903 [1200, 875, 1292, 889]
station-addresses: Улицы: Гагарина, №№ 14, 33, 35; Ленина, №№ 116, 116А, 118, 118А, 120, 120А, 122, 149, 151, 151А, 153А, 157, 159, 159А, 161, 165, 167, 169, 173. [479, 1138, 798, 1179]
station-number: Участок № 892 [840, 1620, 932, 1634]
station-number: Участок № 863 [479, 453, 571, 468]
station-location: МАОУ «Средняя общеобразовательная школа № 28», ул. Краснодонцев, 40А. [1200, 1820, 1505, 1847]
station-addresses: Улица Ветеранов, №№ 12, 12А. [1200, 1007, 1359, 1019]
